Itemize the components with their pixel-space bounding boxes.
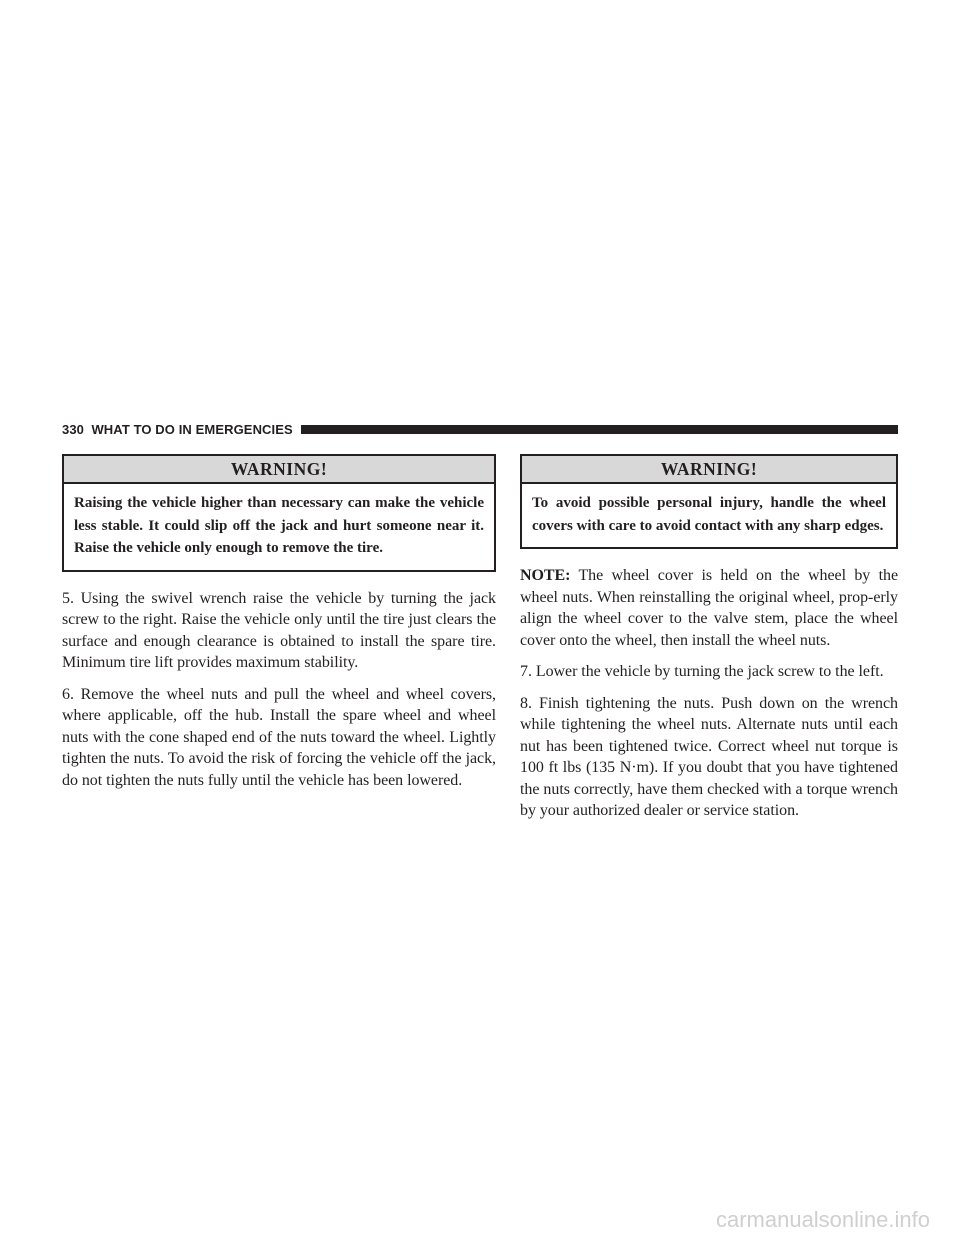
page-header — [62, 420, 898, 438]
right-column — [520, 454, 898, 832]
warning-box-wheel-covers — [520, 454, 898, 549]
page-header-label — [62, 422, 293, 437]
page-number: 330 — [62, 421, 84, 437]
step-6-paragraph: 6. Remove the wheel nuts and pull the wheel and wheel covers, where applicable, off the hub. Install the spare wheel and wheel nuts with the cone shaped end of the nuts toward the wheel. Lightly tighten the nuts. To avoid the risk of forcing the vehicle off the jack, do not tighten the nuts fully until the vehicle has been lowered. — [62, 685, 496, 789]
step-5-paragraph: 5. Using the swivel wrench raise the vehicle by turning the jack screw to the right. Raise the vehicle only until the tire just clears the surface and enough clearance is obtained to install the spare tire. Minimum tire lift provides maximum stability. — [62, 589, 496, 671]
left-column — [62, 454, 496, 801]
warning-title: WARNING! — [64, 456, 494, 484]
site-watermark: carmanualsonline.info — [715, 1207, 930, 1232]
step-8-paragraph: 8. Finish tightening the nuts. Push down on the wrench while tightening the wheel nuts. Alternate nuts until each nut has been tightened twice. Correct wheel nut torque is 100 ft lbs (135 N·m). If you doubt that you have tightened the nuts correctly, have them checked with a torque wrench by your authorized dealer or service station. — [520, 694, 898, 819]
note-paragraph — [520, 565, 898, 651]
warning-body: Raising the vehicle higher than necessary can make the vehicle less stable. It could slip off the jack and hurt someone near it. Raise the vehicle only enough to remove the tire. — [74, 495, 484, 556]
warning-title: WARNING! — [522, 456, 896, 484]
note-label: NOTE: — [520, 567, 571, 584]
warning-box-jack — [62, 454, 496, 572]
note-text: The wheel cover is held on the wheel by the wheel nuts. When reinstalling the original wheel, prop-erly align the wheel cover to the valve stem, place the wheel cover onto the wheel, then install the wheel nuts. — [520, 567, 898, 649]
header-rule — [301, 425, 898, 434]
section-title: WHAT TO DO IN EMERGENCIES — [91, 421, 293, 437]
warning-body: To avoid possible personal injury, handle the wheel covers with care to avoid contact with any sharp edges. — [532, 495, 886, 534]
step-7-paragraph: 7. Lower the vehicle by turning the jack screw to the left. — [520, 663, 884, 680]
